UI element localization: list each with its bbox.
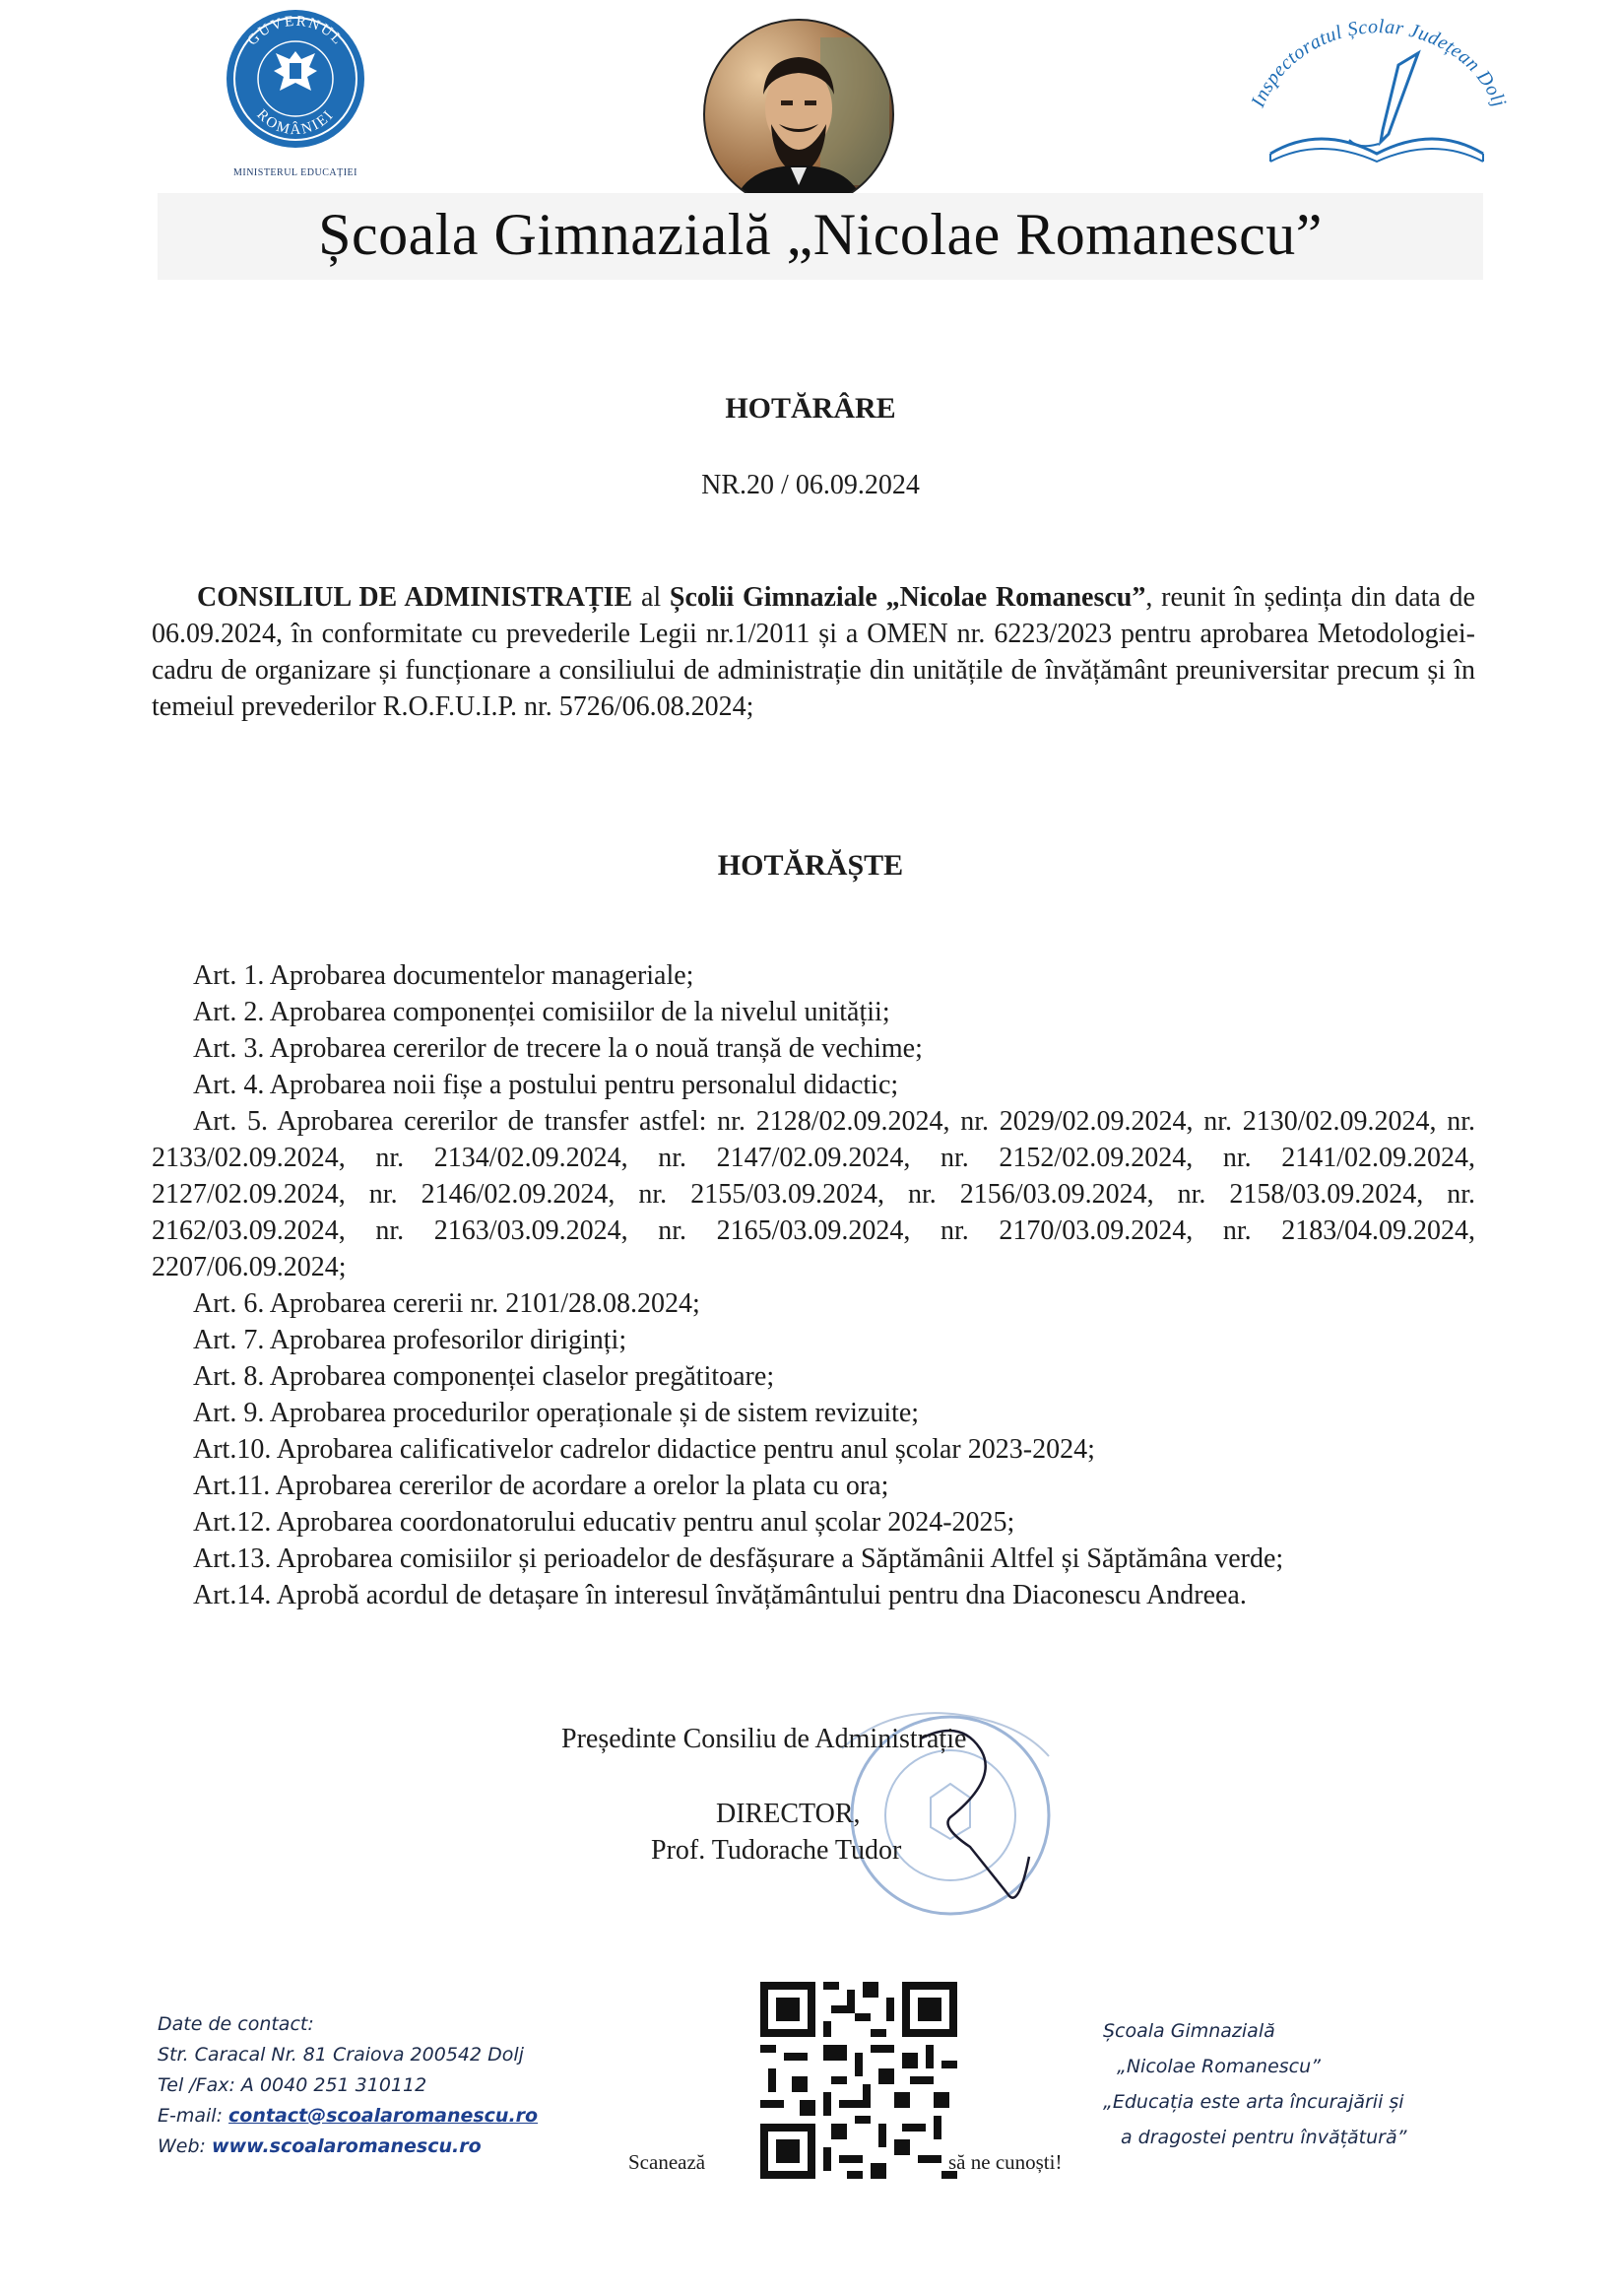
- contact-address: Str. Caracal Nr. 81 Craiova 200542 Dolj: [158, 2044, 524, 2066]
- article-item: Art. 4. Aprobarea noii fișe a postului pentru personalul didactic;: [193, 1070, 899, 1100]
- article-item: Art.13. Aprobarea comisiilor și perioadelor de desfășurare a Săptămânii Altfel și Săptămâna verde;: [193, 1543, 1284, 1574]
- article-item: Art. 8. Aprobarea componenței claselor pregătitoare;: [193, 1361, 775, 1392]
- article-item: Art.12. Aprobarea coordonatorului educativ pentru anul școlar 2024-2025;: [193, 1507, 1015, 1538]
- articles-list: [152, 957, 1475, 1613]
- motto-line-1: „Educația este arta încurajării și: [1103, 2091, 1404, 2113]
- motto-school-name: „Nicolae Romanescu”: [1117, 2056, 1321, 2077]
- nicolae-romanescu-portrait: [702, 18, 895, 211]
- school-name-banner: [158, 193, 1483, 280]
- svg-text:Inspectoratul Școlar Județean: [1247, 16, 1511, 111]
- qr-code-icon[interactable]: [760, 1982, 957, 2179]
- school-motto-block: [1103, 2013, 1406, 2155]
- website-link[interactable]: www.scoalaromanescu.ro: [212, 2135, 482, 2157]
- isj-logo-text: Inspectoratul Școlar Județean Dolj: [1247, 16, 1511, 111]
- scan-caption-left: Scanează: [628, 2150, 706, 2174]
- motto-line-2: a dragostei pentru învățătură”: [1121, 2127, 1407, 2148]
- contact-phone-row: [158, 2070, 538, 2101]
- article-item: Art. 1. Aprobarea documentelor manageriale;: [193, 960, 694, 991]
- email-link[interactable]: contact@scoalaromanescu.ro: [228, 2105, 539, 2127]
- intro-body-text: , reunit în ședința din data de 06.09.2024, în conformitate cu prevederile Legii nr.1/2011 și a OMEN nr. 6223/2023 pentru aprobarea Metodologiei-cadru de organizare și funcționare a consiliului de administrație din unitățile de învățământ preuniversitar precum și în temeiul prevederilor R.O.F.U.I.P. nr. 5726/06.08.2024;: [152, 582, 1475, 722]
- article-item: Art. 7. Aprobarea profesorilor diriginți;: [193, 1325, 627, 1355]
- intro-connector: al: [632, 582, 670, 613]
- article-item: Art.14. Aprobă acordul de detașare în interesul învățământului pentru dna Diaconescu Andreea.: [193, 1580, 1247, 1610]
- motto-school-line: Școala Gimnazială: [1103, 2020, 1275, 2042]
- contact-label: Date de contact:: [158, 2013, 314, 2035]
- article-item: Art. 9. Aprobarea procedurilor operaționale și de sistem revizuite;: [193, 1398, 920, 1428]
- decision-heading: HOTĂRĂȘTE: [717, 849, 904, 882]
- article-item: Art.10. Aprobarea calificativelor cadrelor didactice pentru anul școlar 2023-2024;: [193, 1434, 1095, 1465]
- article-item: Art. 6. Aprobarea cererii nr. 2101/28.08.2024;: [193, 1288, 700, 1319]
- web-label: Web:: [158, 2135, 206, 2157]
- signatory-title: DIRECTOR,: [716, 1799, 861, 1829]
- contact-email-row: [158, 2101, 538, 2132]
- gov-logo-text-bottom: ROMÂNIEI: [253, 106, 338, 139]
- document-number: NR.20 / 06.09.2024: [701, 470, 920, 500]
- article-item: Art. 2. Aprobarea componenței comisiilor de la nivelul unității;: [193, 997, 890, 1027]
- school-inspectorate-logo: [1231, 6, 1526, 168]
- intro-council-name: CONSILIUL DE ADMINISTRAȚIE: [197, 582, 633, 613]
- article-item: Art.11. Aprobarea cererilor de acordare a orelor la plata cu ora;: [193, 1471, 889, 1501]
- contact-web-row: [158, 2132, 538, 2162]
- email-label: E-mail:: [158, 2105, 223, 2127]
- school-name-title: Școala Gimnazială „Nicolae Romanescu”: [318, 202, 1323, 267]
- document-title: HOTĂRÂRE: [725, 392, 896, 425]
- phone-number: A 0040 251 310112: [234, 2074, 427, 2096]
- ministry-label: MINISTERUL EDUCAȚIEI: [232, 167, 358, 178]
- scan-caption-right: să ne cunoști!: [948, 2150, 1063, 2174]
- intro-school-name: Școlii Gimnaziale „Nicolae Romanescu”: [669, 582, 1146, 613]
- phone-label: Tel /Fax:: [158, 2074, 235, 2096]
- article-item: Art. 5. Aprobarea cererilor de transfer astfel: nr. 2128/02.09.2024, nr. 2029/02.09.2024, nr. 2130/02.09.2024, nr. 2133/02.09.2024, nr. 2134/02.09.2024, nr. 2147/02.09.2024, nr. 2152/02.09.2024, nr. 2141/02.09.2024, 2127/02.09.2024, nr. 2146/02.09.2024, nr. 2155/03.09.2024, nr. 2156/03.09.2024, nr. 2158/03.09.2024, nr. 2162/03.09.2024, nr. 2163/03.09.2024, nr. 2165/03.09.2024, nr. 2170/03.09.2024, nr. 2183/04.09.2024, 2207/06.09.2024;: [152, 1106, 1475, 1282]
- article-item: Art. 3. Aprobarea cererilor de trecere la o nouă tranșă de vechime;: [193, 1033, 923, 1064]
- contact-block: [158, 2009, 538, 2162]
- intro-paragraph: [152, 579, 1475, 725]
- signatory-role: Președinte Consiliu de Administrație: [561, 1724, 967, 1754]
- government-of-romania-logo: [207, 0, 384, 182]
- signatory-name: Prof. Tudorache Tudor: [651, 1835, 902, 1866]
- gov-logo-text-top: GUVERNUL: [244, 13, 347, 49]
